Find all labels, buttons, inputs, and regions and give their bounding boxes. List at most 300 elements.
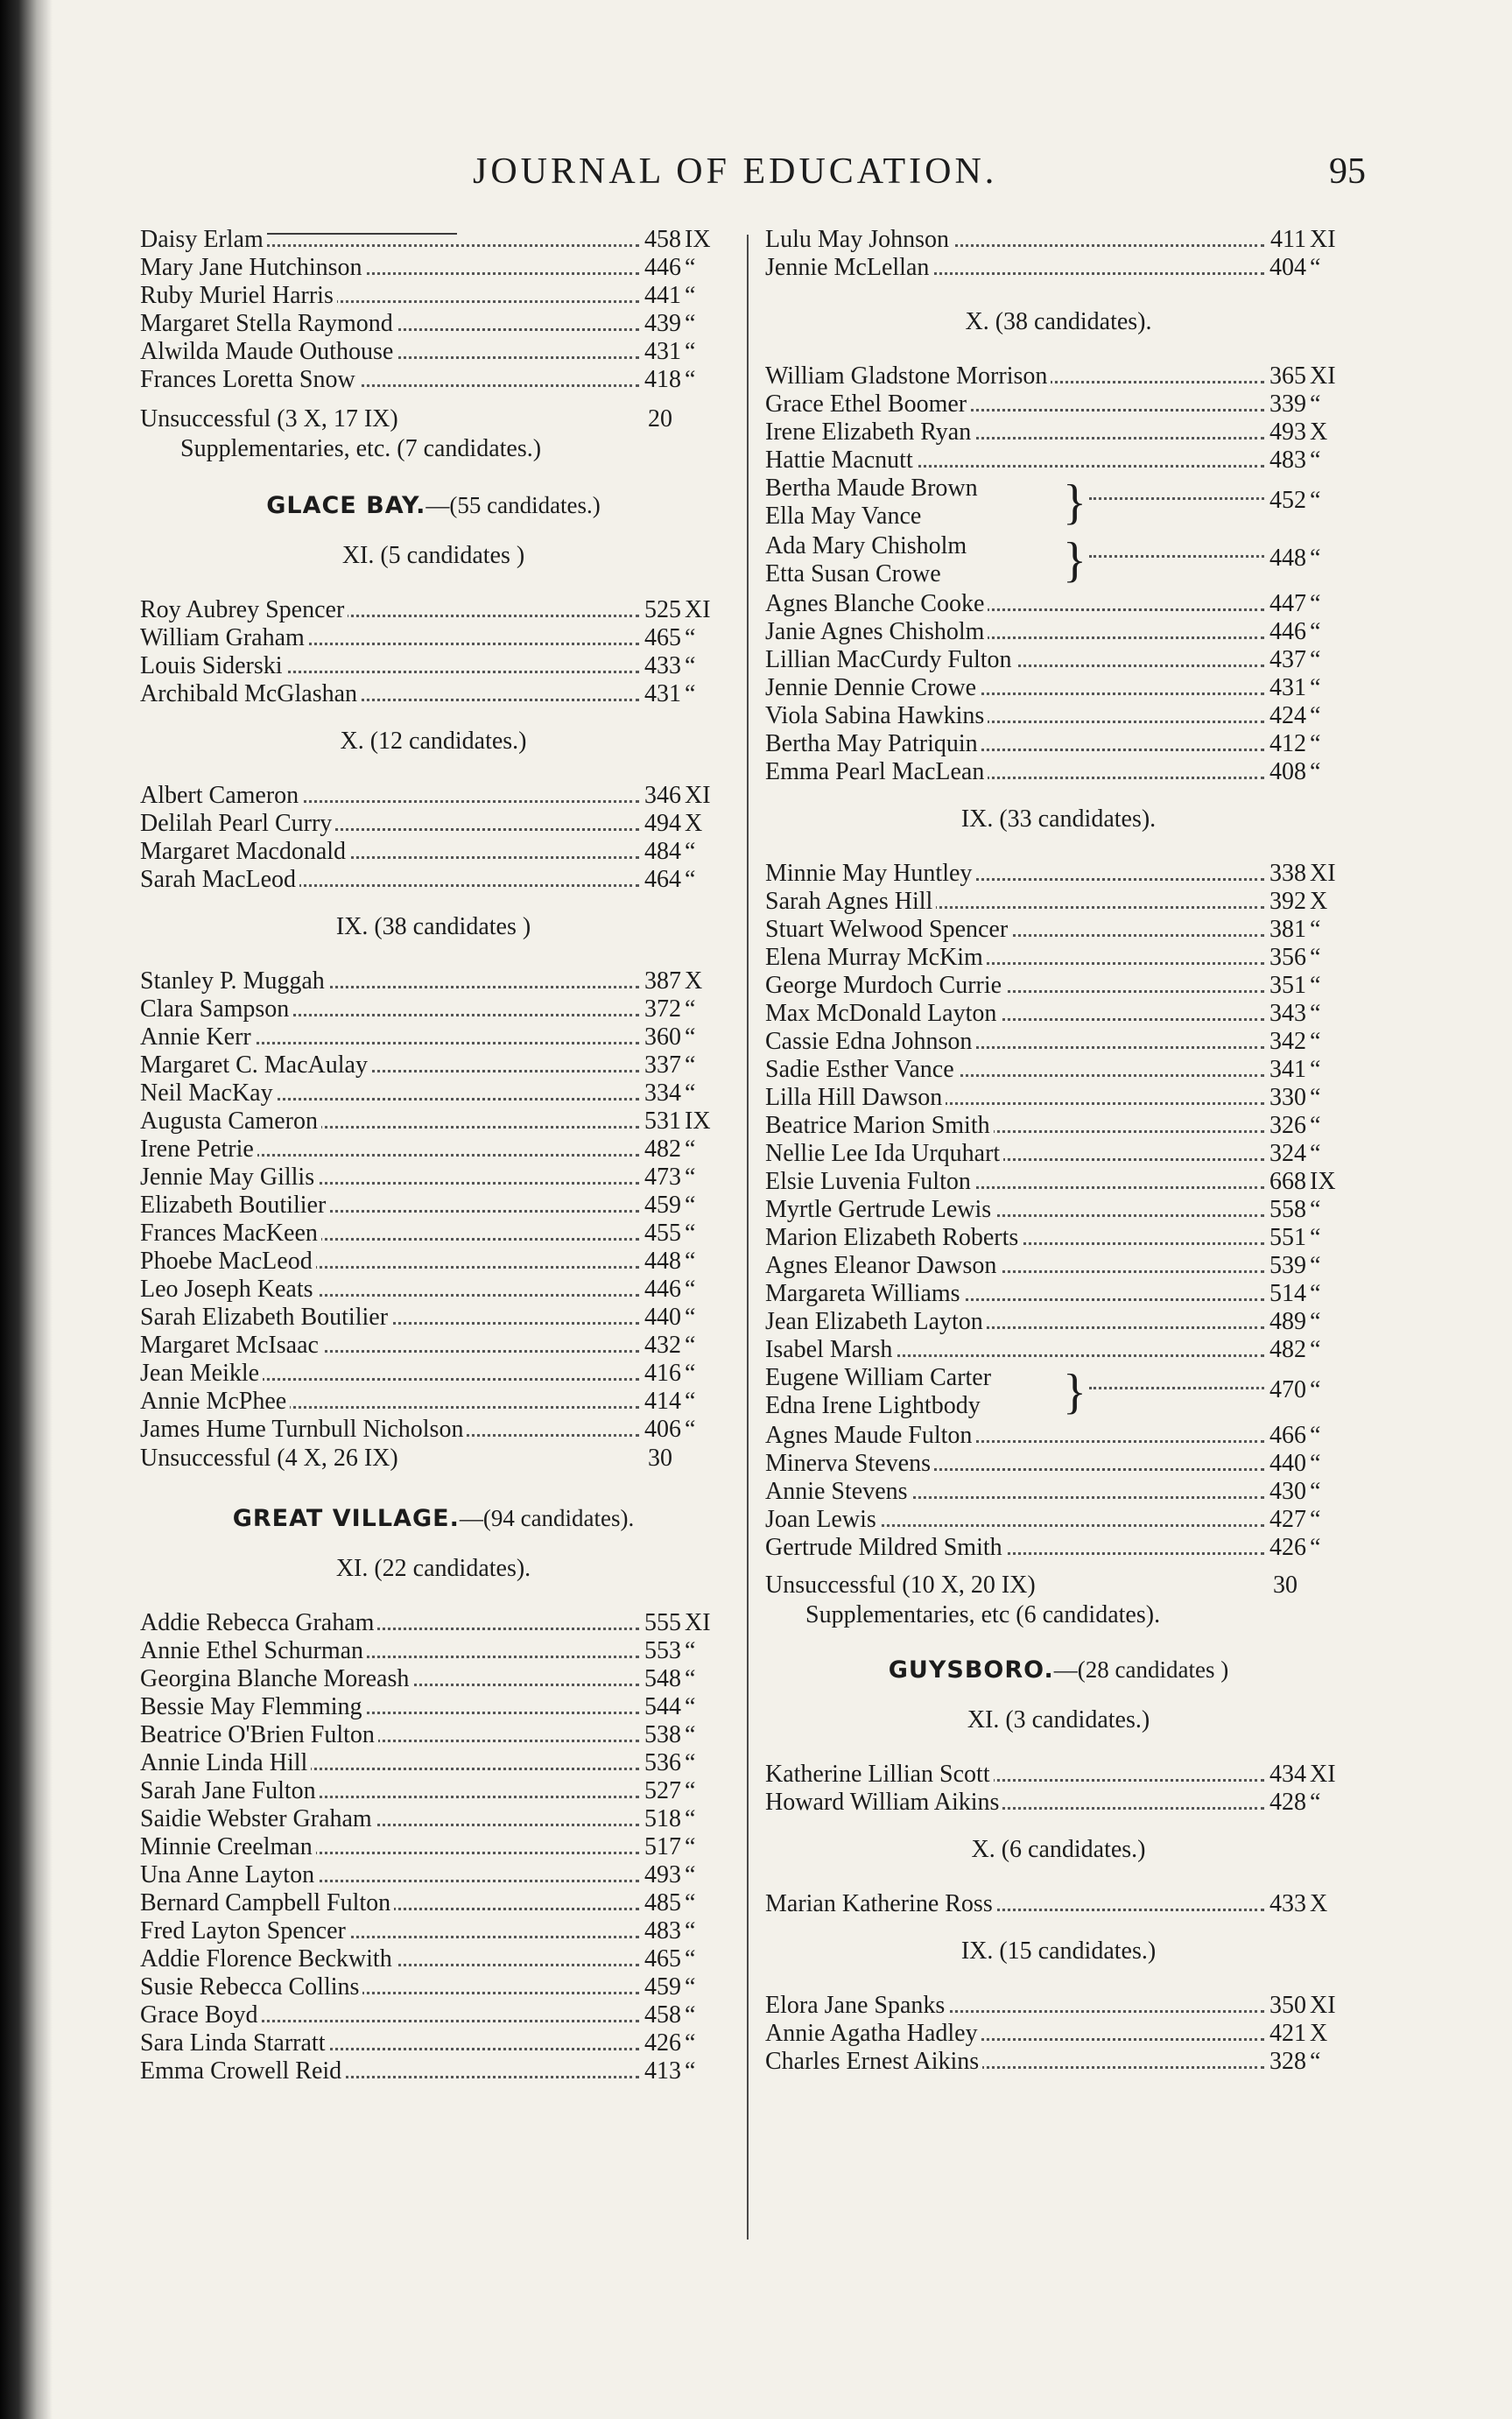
grade: “	[1310, 1789, 1321, 1816]
grade: XI	[1310, 1761, 1336, 1788]
grade: “	[685, 2029, 696, 2057]
unsuccessful-value: 30	[648, 1445, 672, 1472]
list-entry	[140, 1777, 727, 1805]
list-entry	[140, 1833, 727, 1861]
candidate-name: Mary Jane Hutchinson	[140, 254, 366, 281]
list-entry	[140, 1945, 727, 1973]
candidate-name: Fred Layton Spencer	[140, 1917, 349, 1944]
place-name: GUYSBORO.	[888, 1656, 1054, 1684]
candidate-name: Sarah Agnes Hill	[765, 888, 936, 915]
list-entry	[140, 1304, 727, 1332]
unsuccessful-note	[140, 404, 727, 434]
score: 440	[1266, 1450, 1306, 1478]
grade: “	[1310, 758, 1321, 785]
list-entry	[765, 2048, 1352, 2076]
candidate-name: Irene Elizabeth Ryan	[765, 418, 974, 446]
grade: “	[685, 366, 696, 393]
tied-entry	[765, 475, 1352, 532]
list-entry	[140, 226, 727, 254]
score: 493	[641, 1861, 681, 1889]
subheading: IX. (38 candidates )	[335, 913, 531, 940]
score: 406	[641, 1416, 681, 1444]
candidate-name: Joan Lewis	[765, 1506, 880, 1533]
grade: “	[1310, 1000, 1321, 1027]
unsuccessful-note	[140, 1444, 727, 1473]
grade: “	[1310, 1478, 1321, 1505]
score: 439	[641, 310, 681, 338]
candidate-name: George Murdoch Currie	[765, 972, 1005, 999]
grade: “	[685, 1665, 696, 1692]
list-entry	[140, 624, 727, 652]
list-entry	[140, 1192, 727, 1220]
candidate-name: Gertrude Mildred Smith	[765, 1534, 1006, 1561]
supplementaries-note: Supplementaries, etc (6 candidates).	[805, 1601, 1161, 1628]
candidate-name: Clara Sampson	[140, 995, 292, 1023]
score: 446	[641, 254, 681, 282]
page-number: 95	[1329, 151, 1366, 192]
list-entry	[140, 866, 727, 894]
score: 360	[641, 1023, 681, 1051]
list-entry	[765, 1028, 1352, 1056]
list-entry	[765, 226, 1352, 254]
list-entry	[140, 967, 727, 995]
score: 483	[1266, 447, 1306, 475]
candidate-name: Sarah Elizabeth Boutilier	[140, 1304, 391, 1331]
list-entry	[140, 2029, 727, 2057]
candidate-name: Annie Linda Hill	[140, 1749, 311, 1776]
grade: X	[685, 810, 703, 837]
list-entry	[140, 1973, 727, 2001]
subheading: X. (6 candidates.)	[971, 1836, 1146, 1863]
candidate-name: Lulu May Johnson	[765, 226, 953, 253]
score: 334	[641, 1079, 681, 1108]
grade: “	[1310, 1056, 1321, 1083]
grade: “	[1310, 1506, 1321, 1533]
list-entry	[765, 1478, 1352, 1506]
list-entry	[140, 782, 727, 810]
score: 392	[1266, 888, 1306, 916]
grade: “	[685, 1777, 696, 1804]
list-entry	[140, 1220, 727, 1248]
candidate-name: Louis Siderski	[140, 652, 286, 679]
score: 448	[1269, 545, 1306, 572]
candidate-name: Susie Rebecca Collins	[140, 1973, 362, 2001]
leader-dots	[1089, 497, 1264, 500]
score: 514	[1266, 1280, 1306, 1308]
candidate-name: Minnie Creelman	[140, 1833, 316, 1860]
x-list-a	[765, 362, 1352, 475]
leader-dots	[1089, 1387, 1264, 1389]
section-title-glace-bay	[140, 492, 727, 519]
grade: “	[685, 624, 696, 651]
grade: “	[1310, 1336, 1321, 1363]
grade: “	[1310, 254, 1321, 281]
score: 482	[641, 1136, 681, 1164]
candidate-name: Saidie Webster Graham	[140, 1805, 376, 1832]
great-village-xi-list	[140, 1609, 727, 2085]
list-entry	[765, 1308, 1352, 1336]
list-entry	[140, 995, 727, 1023]
score: 458	[641, 226, 681, 254]
list-entry	[765, 418, 1352, 447]
list-entry	[140, 1276, 727, 1304]
candidate-name: Nellie Lee Ida Urquhart	[765, 1140, 1003, 1167]
grade: “	[685, 1079, 696, 1107]
grade: X	[685, 967, 703, 995]
candidate-name: Max McDonald Layton	[765, 1000, 1000, 1027]
grade: IX	[685, 1108, 711, 1135]
list-entry	[140, 1805, 727, 1833]
candidate-name: Jennie May Gillis	[140, 1164, 318, 1191]
list-entry	[140, 1388, 727, 1416]
candidate-count: —(94 candidates).	[459, 1505, 635, 1531]
score: 555	[641, 1609, 681, 1637]
score: 668	[1266, 1168, 1306, 1196]
grade: “	[685, 1973, 696, 2001]
score: 553	[641, 1637, 681, 1665]
list-entry	[140, 1023, 727, 1051]
grade: “	[685, 1248, 696, 1275]
score: 338	[1266, 860, 1306, 888]
score: 459	[641, 1973, 681, 2001]
score: 427	[1266, 1506, 1306, 1534]
score: 489	[1266, 1308, 1306, 1336]
list-entry	[140, 1749, 727, 1777]
candidate-name: Ruby Muriel Harris	[140, 282, 337, 309]
score: 433	[1266, 1890, 1306, 1918]
score: 434	[1266, 1761, 1306, 1789]
grade: “	[685, 1693, 696, 1720]
list-entry	[765, 1890, 1352, 1918]
tied-name: Bertha Maude Brown	[765, 475, 978, 502]
grade: XI	[685, 596, 711, 623]
candidate-name: William Gladstone Morrison	[765, 362, 1051, 390]
candidate-name: Janie Agnes Chisholm	[765, 618, 988, 645]
section-title-great-village	[140, 1505, 727, 1532]
grade: “	[685, 1220, 696, 1247]
list-entry	[765, 860, 1352, 888]
guysboro-ix-list	[765, 1992, 1352, 2076]
list-entry	[140, 596, 727, 624]
subheading: IX. (15 candidates.)	[960, 1937, 1157, 1965]
running-title: JOURNAL OF EDUCATION.	[473, 151, 998, 192]
list-entry	[140, 1164, 727, 1192]
grade: “	[1310, 1028, 1321, 1055]
grade: X	[1310, 418, 1328, 446]
tied-name: Ella May Vance	[765, 503, 922, 530]
right-top-list	[765, 226, 1352, 282]
grade: “	[685, 1637, 696, 1664]
score: 447	[1266, 590, 1306, 618]
list-entry	[140, 2001, 727, 2029]
tied-name: Eugene William Carter	[765, 1364, 992, 1391]
list-entry	[140, 310, 727, 338]
candidate-name: Annie Ethel Schurman	[140, 1637, 367, 1664]
grade: “	[1310, 1084, 1321, 1111]
candidate-name: Roy Aubrey Spencer	[140, 596, 348, 623]
grade: “	[1310, 1422, 1321, 1449]
grade: “	[685, 2057, 696, 2085]
grade: “	[685, 1192, 696, 1219]
grade: “	[1310, 916, 1321, 943]
score: 558	[1266, 1196, 1306, 1224]
grade: IX	[1310, 1168, 1336, 1195]
candidate-name: Jennie Dennie Crowe	[765, 674, 980, 701]
left-column	[140, 226, 727, 2257]
list-entry	[765, 1224, 1352, 1252]
column-divider	[747, 235, 749, 2240]
grade: “	[685, 310, 696, 337]
score: 411	[1267, 226, 1306, 254]
score: 343	[1266, 1000, 1306, 1028]
list-entry	[765, 362, 1352, 390]
list-entry	[140, 1609, 727, 1637]
tied-name: Ada Mary Chisholm	[765, 532, 967, 559]
grade: “	[685, 838, 696, 865]
score: 441	[641, 282, 681, 310]
list-entry	[140, 1108, 727, 1136]
list-entry	[765, 1450, 1352, 1478]
page-binding-edge	[0, 0, 53, 2419]
list-entry	[140, 838, 727, 866]
grade: “	[1310, 618, 1321, 645]
score: 455	[641, 1220, 681, 1248]
candidate-name: Agnes Eleanor Dawson	[765, 1252, 1000, 1279]
candidate-name: Jean Meikle	[140, 1360, 263, 1387]
score: 448	[641, 1248, 681, 1276]
list-entry	[765, 916, 1352, 944]
list-entry	[140, 1360, 727, 1388]
candidate-name: Neil MacKay	[140, 1079, 277, 1107]
ix-list-b	[765, 1422, 1352, 1562]
candidate-name: Lillian MacCurdy Fulton	[765, 646, 1016, 673]
place-name: GLACE BAY.	[266, 492, 426, 519]
grade: XI	[685, 1609, 711, 1636]
candidate-name: Irene Petrie	[140, 1136, 257, 1163]
list-entry	[140, 1416, 727, 1444]
grade: “	[685, 254, 696, 281]
grade: X	[1310, 888, 1328, 915]
list-entry	[140, 1917, 727, 1945]
score: 544	[641, 1693, 681, 1721]
candidate-name: Margareta Williams	[765, 1280, 964, 1307]
score: 458	[641, 2001, 681, 2029]
list-entry	[765, 1252, 1352, 1280]
grade: “	[685, 1023, 696, 1051]
list-entry	[140, 282, 727, 310]
score: 539	[1266, 1252, 1306, 1280]
list-entry	[765, 646, 1352, 674]
grade: “	[1310, 1196, 1321, 1223]
candidate-name: Beatrice Marion Smith	[765, 1112, 994, 1139]
grade: “	[685, 1051, 696, 1079]
candidate-name: Margaret C. MacAulay	[140, 1051, 371, 1079]
grade: “	[1310, 972, 1321, 999]
score: 473	[641, 1164, 681, 1192]
score: 493	[1266, 418, 1306, 447]
grade: “	[1310, 646, 1321, 673]
list-entry	[765, 1000, 1352, 1028]
list-entry	[140, 680, 727, 708]
candidate-name: Annie Kerr	[140, 1023, 255, 1051]
score: 341	[1266, 1056, 1306, 1084]
grade: “	[685, 338, 696, 365]
score: 483	[641, 1917, 681, 1945]
score: 404	[1266, 254, 1306, 282]
score: 350	[1266, 1992, 1306, 2020]
candidate-name: Addie Rebecca Graham	[140, 1609, 377, 1636]
grade: “	[685, 866, 696, 893]
list-entry	[765, 1534, 1352, 1562]
score: 365	[1266, 362, 1306, 390]
brace: }	[1063, 533, 1087, 587]
score: 328	[1266, 2048, 1306, 2076]
right-column	[765, 226, 1352, 2257]
place-name: GREAT VILLAGE.	[232, 1505, 460, 1532]
section-title-guysboro	[765, 1656, 1352, 1684]
grade: XI	[1310, 860, 1336, 887]
score: 326	[1266, 1112, 1306, 1140]
candidate-name: Sadie Esther Vance	[765, 1056, 958, 1083]
grade: X	[1310, 2020, 1328, 2047]
score: 431	[1266, 674, 1306, 702]
list-entry	[765, 1789, 1352, 1817]
tied-entry	[765, 1364, 1352, 1422]
list-entry	[765, 590, 1352, 618]
score: 356	[1266, 944, 1306, 972]
list-entry	[765, 1506, 1352, 1534]
candidate-name: Elena Murray McKim	[765, 944, 987, 971]
score: 531	[641, 1108, 681, 1136]
candidate-name: Margaret McIsaac	[140, 1332, 322, 1359]
score: 484	[641, 838, 681, 866]
candidate-name: Archibald McGlashan	[140, 680, 361, 707]
list-entry	[765, 1140, 1352, 1168]
left-top-list	[140, 226, 727, 394]
candidate-name: Bernard Campbell Fulton	[140, 1889, 394, 1916]
candidate-name: Emma Pearl MacLean	[765, 758, 988, 785]
candidate-name: Grace Boyd	[140, 2001, 262, 2029]
grade: “	[685, 1388, 696, 1415]
grade: “	[1310, 1534, 1321, 1561]
ix-list-a	[765, 860, 1352, 1364]
score: 421	[1266, 2020, 1306, 2048]
candidate-name: Bertha May Patriquin	[765, 730, 981, 757]
score: 465	[641, 624, 681, 652]
candidate-name: Howard William Aikins	[765, 1789, 1002, 1816]
candidate-name: Lilla Hill Dawson	[765, 1084, 946, 1111]
grade: “	[1310, 674, 1321, 701]
grade: “	[685, 1164, 696, 1191]
list-entry	[765, 447, 1352, 475]
list-entry	[765, 1422, 1352, 1450]
candidate-name: Sarah Jane Fulton	[140, 1777, 320, 1804]
grade: “	[1310, 1280, 1321, 1307]
score: 525	[641, 596, 681, 624]
grade: XI	[685, 782, 711, 809]
leader-dots	[1089, 555, 1264, 558]
candidate-name: James Hume Turnbull Nicholson	[140, 1416, 467, 1443]
list-entry	[140, 1721, 727, 1749]
grade: XI	[1310, 1992, 1336, 2019]
x-list-b	[765, 590, 1352, 786]
unsuccessful-text: Unsuccessful (4 X, 26 IX)	[140, 1445, 398, 1472]
candidate-name: Margaret Stella Raymond	[140, 310, 397, 337]
grade: “	[685, 1416, 696, 1443]
grade: “	[1310, 944, 1321, 971]
grade: XI	[1310, 226, 1336, 253]
candidate-name: Minnie May Huntley	[765, 860, 975, 887]
grade: “	[1310, 1308, 1321, 1335]
score: 324	[1266, 1140, 1306, 1168]
tied-name: Edna Irene Lightbody	[765, 1392, 981, 1419]
grade: “	[685, 1360, 696, 1387]
candidate-name: Delilah Pearl Curry	[140, 810, 335, 837]
grade: X	[1310, 1890, 1328, 1917]
list-entry	[765, 390, 1352, 418]
glace-bay-x-list	[140, 782, 727, 894]
candidate-name: Elsie Luvenia Fulton	[765, 1168, 974, 1195]
list-entry	[140, 1248, 727, 1276]
grade: “	[685, 1889, 696, 1916]
candidate-count: —(55 candidates.)	[425, 492, 601, 518]
score: 464	[641, 866, 681, 894]
grade: XI	[1310, 362, 1336, 390]
grade: “	[1310, 487, 1321, 514]
candidate-name: Jean Elizabeth Layton	[765, 1308, 987, 1335]
list-entry	[765, 702, 1352, 730]
score: 381	[1266, 916, 1306, 944]
list-entry	[765, 1196, 1352, 1224]
candidate-name: William Graham	[140, 624, 308, 651]
grade: “	[685, 1861, 696, 1888]
list-entry	[765, 618, 1352, 646]
unsuccessful-text: Unsuccessful (10 X, 20 IX)	[765, 1572, 1036, 1599]
candidate-name: Agnes Maude Fulton	[765, 1422, 975, 1449]
score: 428	[1266, 1789, 1306, 1817]
score: 418	[641, 366, 681, 394]
candidate-name: Sara Linda Starratt	[140, 2029, 328, 2057]
grade: “	[685, 1833, 696, 1860]
score: 437	[1266, 646, 1306, 674]
score: 387	[641, 967, 681, 995]
list-entry	[765, 944, 1352, 972]
glace-bay-ix-list	[140, 967, 727, 1444]
candidate-name: Agnes Blanche Cooke	[765, 590, 988, 617]
candidate-name: Katherine Lillian Scott	[765, 1761, 994, 1788]
candidate-name: Georgina Blanche Moreash	[140, 1665, 412, 1692]
grade: IX	[685, 226, 711, 253]
score: 466	[1266, 1422, 1306, 1450]
candidate-name: Charles Ernest Aikins	[765, 2048, 982, 2075]
candidate-name: Sarah MacLeod	[140, 866, 299, 893]
score: 536	[641, 1749, 681, 1777]
subheading: IX. (33 candidates).	[960, 805, 1157, 833]
grade: “	[1310, 1112, 1321, 1139]
score: 412	[1266, 730, 1306, 758]
candidate-name: Frances MacKeen	[140, 1220, 321, 1247]
candidate-name: Grace Ethel Boomer	[765, 390, 970, 418]
unsuccessful-note	[765, 1571, 1352, 1600]
candidate-name: Alwilda Maude Outhouse	[140, 338, 397, 365]
candidate-name: Marian Katherine Ross	[765, 1890, 996, 1917]
candidate-name: Hattie Macnutt	[765, 447, 917, 474]
list-entry	[765, 674, 1352, 702]
candidate-name: Cassie Edna Johnson	[765, 1028, 975, 1055]
score: 446	[1266, 618, 1306, 646]
grade: “	[685, 2001, 696, 2029]
unsuccessful-value: 20	[648, 405, 672, 432]
